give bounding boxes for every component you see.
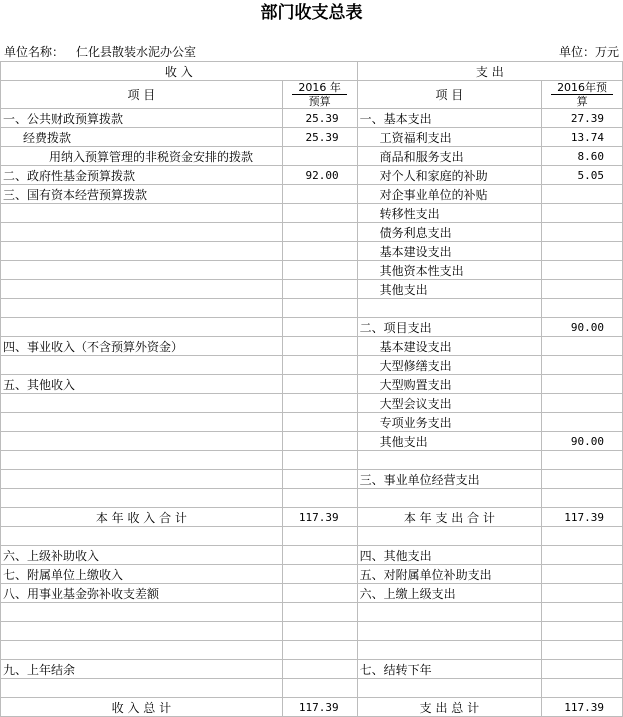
expense-item-cell — [357, 679, 542, 698]
income-item-cell — [1, 432, 283, 451]
income-value-cell — [282, 565, 357, 584]
income-item-cell — [1, 280, 283, 299]
income-item-cell — [1, 622, 283, 641]
expense-value-cell: 90.00 — [542, 318, 623, 337]
table-row — [1, 451, 623, 470]
expense-value-cell — [542, 622, 623, 641]
income-value-cell — [282, 527, 357, 546]
expense-item-cell: 五、对附属单位补助支出 — [357, 565, 542, 584]
income-item-cell: 七、附属单位上缴收入 — [1, 565, 283, 584]
table-row — [1, 147, 623, 166]
income-value-cell — [282, 584, 357, 603]
expense-value-cell — [542, 223, 623, 242]
table-row — [1, 223, 623, 242]
expense-item-cell: 基本建设支出 — [357, 337, 542, 356]
income-item-cell: 二、政府性基金预算拨款 — [1, 166, 283, 185]
table-row — [1, 641, 623, 660]
unit-label: 单位名称： — [4, 45, 65, 59]
table-row — [1, 508, 623, 527]
income-item-cell — [1, 318, 283, 337]
income-value-cell — [282, 413, 357, 432]
income-item-cell — [1, 394, 283, 413]
expense-value-cell — [542, 204, 623, 223]
income-value-cell — [282, 489, 357, 508]
expense-item-cell: 大型修缮支出 — [357, 356, 542, 375]
table-row — [1, 470, 623, 489]
income-value-cell: 92.00 — [282, 166, 357, 185]
expense-item-cell — [357, 527, 542, 546]
expense-value-cell — [542, 679, 623, 698]
income-item-cell — [1, 223, 283, 242]
expense-item-cell: 大型会议支出 — [357, 394, 542, 413]
income-item-cell — [1, 451, 283, 470]
expense-value-cell: 117.39 — [542, 698, 623, 717]
income-item-cell: 四、事业收入（不含预算外资金） — [1, 337, 283, 356]
income-item-cell: 经费拨款 — [1, 128, 283, 147]
expense-item-cell: 基本建设支出 — [357, 242, 542, 261]
table-row — [1, 299, 623, 318]
table-row — [1, 185, 623, 204]
income-value-cell — [282, 147, 357, 166]
expense-item-cell: 六、上缴上级支出 — [357, 584, 542, 603]
expense-value-cell — [542, 603, 623, 622]
expense-item-cell: 对企事业单位的补贴 — [357, 185, 542, 204]
income-value-cell — [282, 185, 357, 204]
column-header-row — [1, 81, 623, 109]
income-item-cell — [1, 204, 283, 223]
table-row — [1, 166, 623, 185]
table-row — [1, 394, 623, 413]
expense-value-cell — [542, 660, 623, 679]
expense-item-cell — [357, 489, 542, 508]
income-item-cell: 九、上年结余 — [1, 660, 283, 679]
income-value-cell — [282, 641, 357, 660]
income-value-cell — [282, 375, 357, 394]
income-item-cell: 一、公共财政预算拨款 — [1, 109, 283, 128]
expense-item-cell — [357, 299, 542, 318]
expense-value-cell — [542, 261, 623, 280]
expense-value-cell — [542, 527, 623, 546]
income-value-cell — [282, 280, 357, 299]
expense-item-cell: 转移性支出 — [357, 204, 542, 223]
income-value-cell — [282, 546, 357, 565]
income-item-cell: 用纳入预算管理的非税资金安排的拨款 — [1, 147, 283, 166]
income-value-cell — [282, 622, 357, 641]
expense-value-cell — [542, 413, 623, 432]
expense-value-cell: 5.05 — [542, 166, 623, 185]
income-item-cell — [1, 299, 283, 318]
expense-item-cell: 其他资本性支出 — [357, 261, 542, 280]
table-row — [1, 128, 623, 147]
table-row — [1, 603, 623, 622]
table-row — [1, 242, 623, 261]
income-item-cell — [1, 679, 283, 698]
expense-item-cell: 债务利息支出 — [357, 223, 542, 242]
budget-table — [0, 61, 623, 717]
income-item-cell — [1, 603, 283, 622]
table-row — [1, 546, 623, 565]
table-row — [1, 660, 623, 679]
table-row — [1, 375, 623, 394]
expense-value-cell — [542, 299, 623, 318]
expense-value-cell — [542, 489, 623, 508]
expense-item-cell: 二、项目支出 — [357, 318, 542, 337]
currency-unit: 单位：万元 — [558, 45, 619, 59]
expense-item-cell: 三、事业单位经营支出 — [357, 470, 542, 489]
income-value-cell — [282, 660, 357, 679]
income-value-cell — [282, 337, 357, 356]
table-row — [1, 565, 623, 584]
table-row — [1, 698, 623, 717]
income-value-cell — [282, 432, 357, 451]
income-item-cell: 收 入 总 计 — [1, 698, 283, 717]
income-item-cell — [1, 356, 283, 375]
expense-item-cell — [357, 451, 542, 470]
table-row — [1, 109, 623, 128]
expense-section-label: 支 出 — [357, 62, 622, 81]
table-row — [1, 204, 623, 223]
expense-value-cell: 27.39 — [542, 109, 623, 128]
expense-item-cell — [357, 641, 542, 660]
unit-name: 仁化县散装水泥办公室 — [76, 45, 197, 59]
section-header-row — [1, 62, 623, 81]
income-value-cell: 117.39 — [282, 508, 357, 527]
income-value-cell — [282, 223, 357, 242]
table-row — [1, 679, 623, 698]
income-value-cell — [282, 356, 357, 375]
income-value-cell — [282, 603, 357, 622]
income-item-cell — [1, 489, 283, 508]
expense-item-cell: 其他支出 — [357, 280, 542, 299]
expense-value-cell — [542, 470, 623, 489]
income-value-cell — [282, 451, 357, 470]
income-budget-header: 2016 年 预算 — [282, 81, 357, 109]
income-value-cell — [282, 679, 357, 698]
expense-value-cell — [542, 280, 623, 299]
expense-value-cell: 8.60 — [542, 147, 623, 166]
income-value-cell — [282, 394, 357, 413]
expense-item-cell: 其他支出 — [357, 432, 542, 451]
expense-item-header: 项 目 — [357, 81, 542, 109]
income-value-cell: 117.39 — [282, 698, 357, 717]
expense-value-cell — [542, 584, 623, 603]
expense-value-cell: 90.00 — [542, 432, 623, 451]
expense-item-cell: 一、基本支出 — [357, 109, 542, 128]
income-value-cell — [282, 242, 357, 261]
table-row — [1, 280, 623, 299]
expense-value-cell — [542, 242, 623, 261]
expense-value-cell — [542, 641, 623, 660]
income-item-cell — [1, 641, 283, 660]
expense-value-cell — [542, 546, 623, 565]
expense-value-cell — [542, 185, 623, 204]
expense-budget-header: 2016年预 算 — [542, 81, 623, 109]
expense-item-cell: 本 年 支 出 合 计 — [357, 508, 542, 527]
expense-value-cell — [542, 565, 623, 584]
income-item-cell: 三、国有资本经营预算拨款 — [1, 185, 283, 204]
income-item-cell — [1, 413, 283, 432]
table-row — [1, 584, 623, 603]
income-item-cell — [1, 527, 283, 546]
table-row — [1, 432, 623, 451]
income-value-cell — [282, 204, 357, 223]
income-value-cell — [282, 299, 357, 318]
sheet-title: 部门收支总表 — [260, 3, 363, 23]
income-item-cell: 八、用事业基金弥补收支差额 — [1, 584, 283, 603]
table-row — [1, 337, 623, 356]
income-value-cell: 25.39 — [282, 128, 357, 147]
income-item-cell: 本 年 收 入 合 计 — [1, 508, 283, 527]
income-item-cell: 六、上级补助收入 — [1, 546, 283, 565]
income-value-cell — [282, 470, 357, 489]
income-section-label: 收 入 — [1, 62, 358, 81]
expense-item-cell: 商品和服务支出 — [357, 147, 542, 166]
income-item-header: 项 目 — [1, 81, 283, 109]
table-row — [1, 261, 623, 280]
expense-item-cell: 七、结转下年 — [357, 660, 542, 679]
expense-value-cell — [542, 451, 623, 470]
table-row — [1, 356, 623, 375]
expense-value-cell — [542, 356, 623, 375]
income-item-cell: 五、其他收入 — [1, 375, 283, 394]
expense-value-cell: 117.39 — [542, 508, 623, 527]
table-row — [1, 489, 623, 508]
expense-item-cell: 支 出 总 计 — [357, 698, 542, 717]
expense-item-cell: 对个人和家庭的补助 — [357, 166, 542, 185]
income-item-cell — [1, 470, 283, 489]
expense-value-cell: 13.74 — [542, 128, 623, 147]
expense-value-cell — [542, 394, 623, 413]
expense-item-cell — [357, 622, 542, 641]
table-row — [1, 413, 623, 432]
table-row — [1, 527, 623, 546]
expense-item-cell: 大型购置支出 — [357, 375, 542, 394]
expense-value-cell — [542, 375, 623, 394]
expense-item-cell: 工资福利支出 — [357, 128, 542, 147]
income-item-cell — [1, 261, 283, 280]
table-row — [1, 318, 623, 337]
expense-item-cell: 专项业务支出 — [357, 413, 542, 432]
expense-value-cell — [542, 337, 623, 356]
income-item-cell — [1, 242, 283, 261]
expense-item-cell: 四、其他支出 — [357, 546, 542, 565]
income-value-cell — [282, 318, 357, 337]
income-value-cell: 25.39 — [282, 109, 357, 128]
table-row — [1, 622, 623, 641]
expense-item-cell — [357, 603, 542, 622]
income-value-cell — [282, 261, 357, 280]
